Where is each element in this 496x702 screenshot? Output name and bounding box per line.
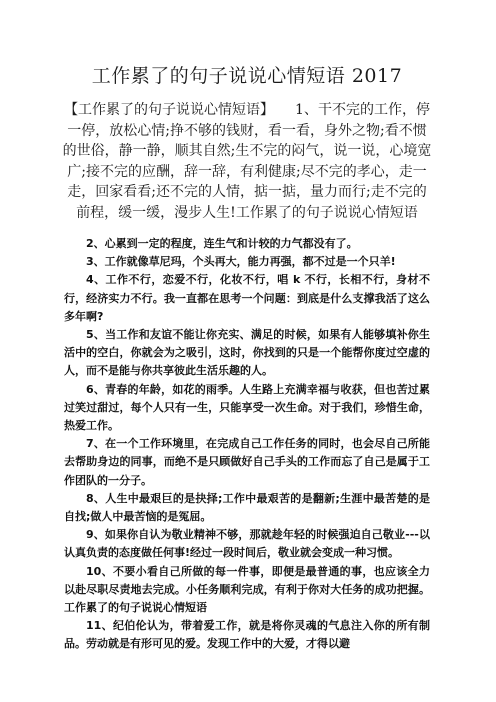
paragraph-7: 7、在一个工作环境里，在完成自己工作任务的同时，也会尽自己所能去帮助身边的同事，而绝不是只顾做好自己手头的工作而忘了自己是属于工作团队的一分子。 bbox=[64, 437, 430, 487]
paragraph-2: 2、心累到一定的程度，连生气和计较的力气都没有了。 bbox=[86, 237, 358, 250]
paragraph-4: 4、工作不行，恋爱不行，化妆不行，唱 k 不行，长相不行，身材不行，经济实力不行。我一直都在思考一个问题：到底是什么支撑我活了这么多年啊? bbox=[64, 273, 430, 323]
document-body bbox=[62, 235, 432, 654]
document-title: 工作累了的句子说说心情短语 2017 bbox=[91, 65, 403, 87]
paragraph-3: 3、工作就像草尼玛，个头再大，能力再强，都不过是一个只羊! bbox=[86, 255, 396, 269]
paragraph-8: 8、人生中最艰巨的是抉择;工作中最艰苦的是翻新;生涯中最苦楚的是自找;做人中最苦恼的是冤屈。 bbox=[64, 491, 430, 524]
paragraph-11: 11、纪伯伦认为，带着爱工作，就是将你灵魂的气息注入你的所有制品。劳动就是有形可见的爱。发现工作中的大爱，才得以避 bbox=[64, 619, 430, 651]
paragraph-10: 10、不要小看自己所做的每一件事，即便是最普通的事，也应该全力以赴尽职尽责地去完成。小任务顺利完成，有利于你对大任务的成功把握。工作累了的句子说说心情短语 bbox=[64, 564, 430, 615]
paragraph-6: 6、青春的年龄，如花的雨季。人生路上充满幸福与收获，但也苦过累过笑过甜过，每个人只有一生，只能享受一次生命。对于我们，珍惜生命，热爱工作。 bbox=[64, 382, 430, 433]
paragraph-5: 5、当工作和友谊不能让你充实、满足的时候，如果有人能够填补你生活中的空白，你就会为之吸引，这时，你找到的只是一个能帮你度过空虚的人，而不是能与你共享彼此生活乐趣的人。 bbox=[64, 328, 430, 378]
intro-paragraph: 【工作累了的句子说说心情短语】 1、干不完的工作，停一停，放松心情;挣不够的钱财，看一看，身外之物;看不惯的世俗，静一静，顺其自然;生不完的闷气，说一说，心境宽广;接不完的应酬，辞一辞，有利健康;尽不完的孝心，走一走，回家看看;还不完的人情，掂一掂，量力而行;走不完的前程，缓一缓，漫步人生!工作累了的句子说说心情短语 bbox=[62, 102, 432, 221]
paragraph-9: 9、如果你自认为敬业精神不够，那就趁年轻的时候强迫自己敬业---以认真负责的态度做任何事!经过一段时间后，敬业就会变成一种习惯。 bbox=[64, 528, 430, 560]
